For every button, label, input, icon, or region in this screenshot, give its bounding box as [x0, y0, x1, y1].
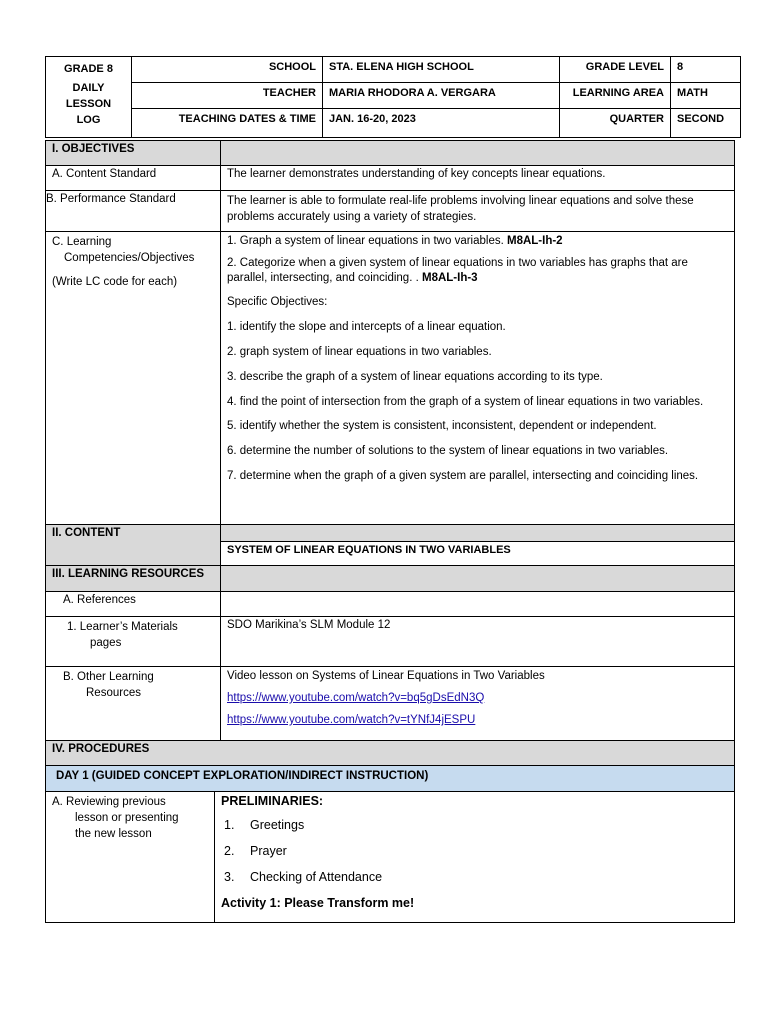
- school-value: STA. ELENA HIGH SCHOOL: [323, 57, 560, 83]
- dll-title-line: DAILY: [72, 82, 105, 94]
- specific-objective: 1. identify the slope and intercepts of a linear equation.: [227, 321, 506, 333]
- lc-label-note: (Write LC code for each): [52, 276, 178, 288]
- review-label-line: A. Reviewing previous: [52, 796, 166, 808]
- item-text: Checking of Attendance: [250, 870, 383, 884]
- lc-2-text: 2. Categorize when a given system of linear equations in two variables has graphs that are parallel, intersecting, and coinciding. .: [227, 257, 688, 284]
- lm-value: SDO Marikina’s SLM Module 12: [221, 617, 735, 667]
- dll-title-line: LOG: [76, 114, 101, 126]
- lm-label-line: 1. Learner’s Materials: [67, 621, 178, 633]
- references-value: [221, 592, 735, 617]
- grade-level-value: 8: [671, 57, 741, 83]
- grade-label: GRADE 8: [64, 63, 113, 75]
- youtube-link-2[interactable]: https://www.youtube.com/watch?v=tYNfJ4jESPU: [227, 714, 476, 726]
- specific-objective: 5. identify whether the system is consistent, inconsistent, dependent or independent.: [227, 420, 657, 432]
- lc-1-code: M8AL-Ih-2: [506, 235, 563, 247]
- lc-label-line: C. Learning: [52, 236, 112, 248]
- item-number: 2.: [224, 844, 235, 858]
- dates-label: TEACHING DATES & TIME: [132, 109, 323, 138]
- dates-value: JAN. 16-20, 2023: [323, 109, 560, 138]
- dll-title: [52, 80, 125, 128]
- review-content: [215, 792, 735, 923]
- learning-area-value: MATH: [671, 83, 741, 109]
- lc-label-line: Competencies/Objectives: [64, 252, 195, 264]
- school-label: SCHOOL: [132, 57, 323, 83]
- objectives-heading-fill: [221, 141, 735, 166]
- lc-1: [227, 234, 728, 249]
- lc-content: [221, 232, 735, 525]
- activity-title: Activity 1: Please Transform me!: [221, 896, 415, 910]
- item-number: 1.: [224, 818, 235, 832]
- other-resources-label: [46, 667, 221, 741]
- specific-objective: 6. determine the number of solutions to the system of linear equations in two variables.: [227, 445, 669, 457]
- lm-label: [46, 617, 221, 667]
- preliminary-item: [221, 844, 728, 859]
- header-table: [45, 56, 741, 138]
- grade-level-label: GRADE LEVEL: [560, 57, 671, 83]
- dll-title-line: LESSON: [65, 98, 112, 110]
- resources-heading-fill: [221, 566, 735, 592]
- teacher-label: TEACHER: [132, 83, 323, 109]
- performance-standard-text: The learner is able to formulate real-life problems involving linear equations and solve these problems accurately using a variety of strategies.: [227, 195, 694, 223]
- item-number: 3.: [224, 870, 235, 884]
- preliminary-item: [221, 818, 728, 833]
- content-heading-fill: [221, 525, 735, 542]
- lc-2-code: M8AL-Ih-3: [421, 272, 478, 284]
- review-label: [46, 792, 215, 923]
- review-label-line: the new lesson: [75, 828, 152, 840]
- lm-label-line: pages: [90, 637, 122, 649]
- lc-label: [46, 232, 221, 525]
- resources-heading: III. LEARNING RESOURCES: [46, 566, 221, 592]
- objectives-heading: I. OBJECTIVES: [46, 141, 221, 166]
- dll-table: [45, 140, 735, 792]
- quarter-value: SECOND: [671, 109, 741, 138]
- procedures-table: [45, 791, 735, 923]
- item-text: Prayer: [250, 844, 287, 858]
- procedures-heading: IV. PROCEDURES: [46, 741, 735, 766]
- other-resources-value: [221, 667, 735, 741]
- other-resources-label-line: Resources: [86, 687, 141, 699]
- learning-area-label: LEARNING AREA: [560, 83, 671, 109]
- other-resources-label-line: B. Other Learning: [63, 671, 154, 683]
- specific-heading: Specific Objectives:: [227, 296, 328, 308]
- preliminaries-heading: PRELIMINARIES:: [221, 794, 324, 808]
- item-text: Greetings: [250, 818, 305, 832]
- specific-objective: 2. graph system of linear equations in two variables.: [227, 346, 492, 358]
- specific-objective: 4. find the point of intersection from the graph of a system of linear equations in two variables.: [227, 396, 704, 408]
- teacher-value: MARIA RHODORA A. VERGARA: [323, 83, 560, 109]
- grade-cell: [46, 57, 132, 138]
- lc-2: [227, 256, 728, 286]
- quarter-label: QUARTER: [560, 109, 671, 138]
- specific-objective: 7. determine when the graph of a given system are parallel, intersecting and coinciding lines.: [227, 470, 699, 482]
- lc-1-text: 1. Graph a system of linear equations in two variables.: [227, 235, 507, 247]
- references-label: A. References: [46, 592, 221, 617]
- performance-standard-value: [221, 191, 735, 232]
- preliminary-item: [221, 870, 728, 885]
- youtube-link-1[interactable]: https://www.youtube.com/watch?v=bq5gDsEdN3Q: [227, 692, 485, 704]
- content-heading: II. CONTENT: [46, 525, 221, 566]
- specific-objective: 3. describe the graph of a system of linear equations according to its type.: [227, 371, 603, 383]
- content-topic: SYSTEM OF LINEAR EQUATIONS IN TWO VARIABLES: [221, 542, 735, 566]
- day1-heading: DAY 1 (GUIDED CONCEPT EXPLORATION/INDIRECT INSTRUCTION): [46, 766, 735, 792]
- review-label-line: lesson or presenting: [75, 812, 179, 824]
- video-lesson-text: Video lesson on Systems of Linear Equations in Two Variables: [227, 670, 545, 682]
- content-standard-value: The learner demonstrates understanding of key concepts linear equations.: [221, 166, 735, 191]
- content-standard-label: A. Content Standard: [46, 166, 221, 191]
- performance-standard-label: B. Performance Standard: [46, 191, 221, 232]
